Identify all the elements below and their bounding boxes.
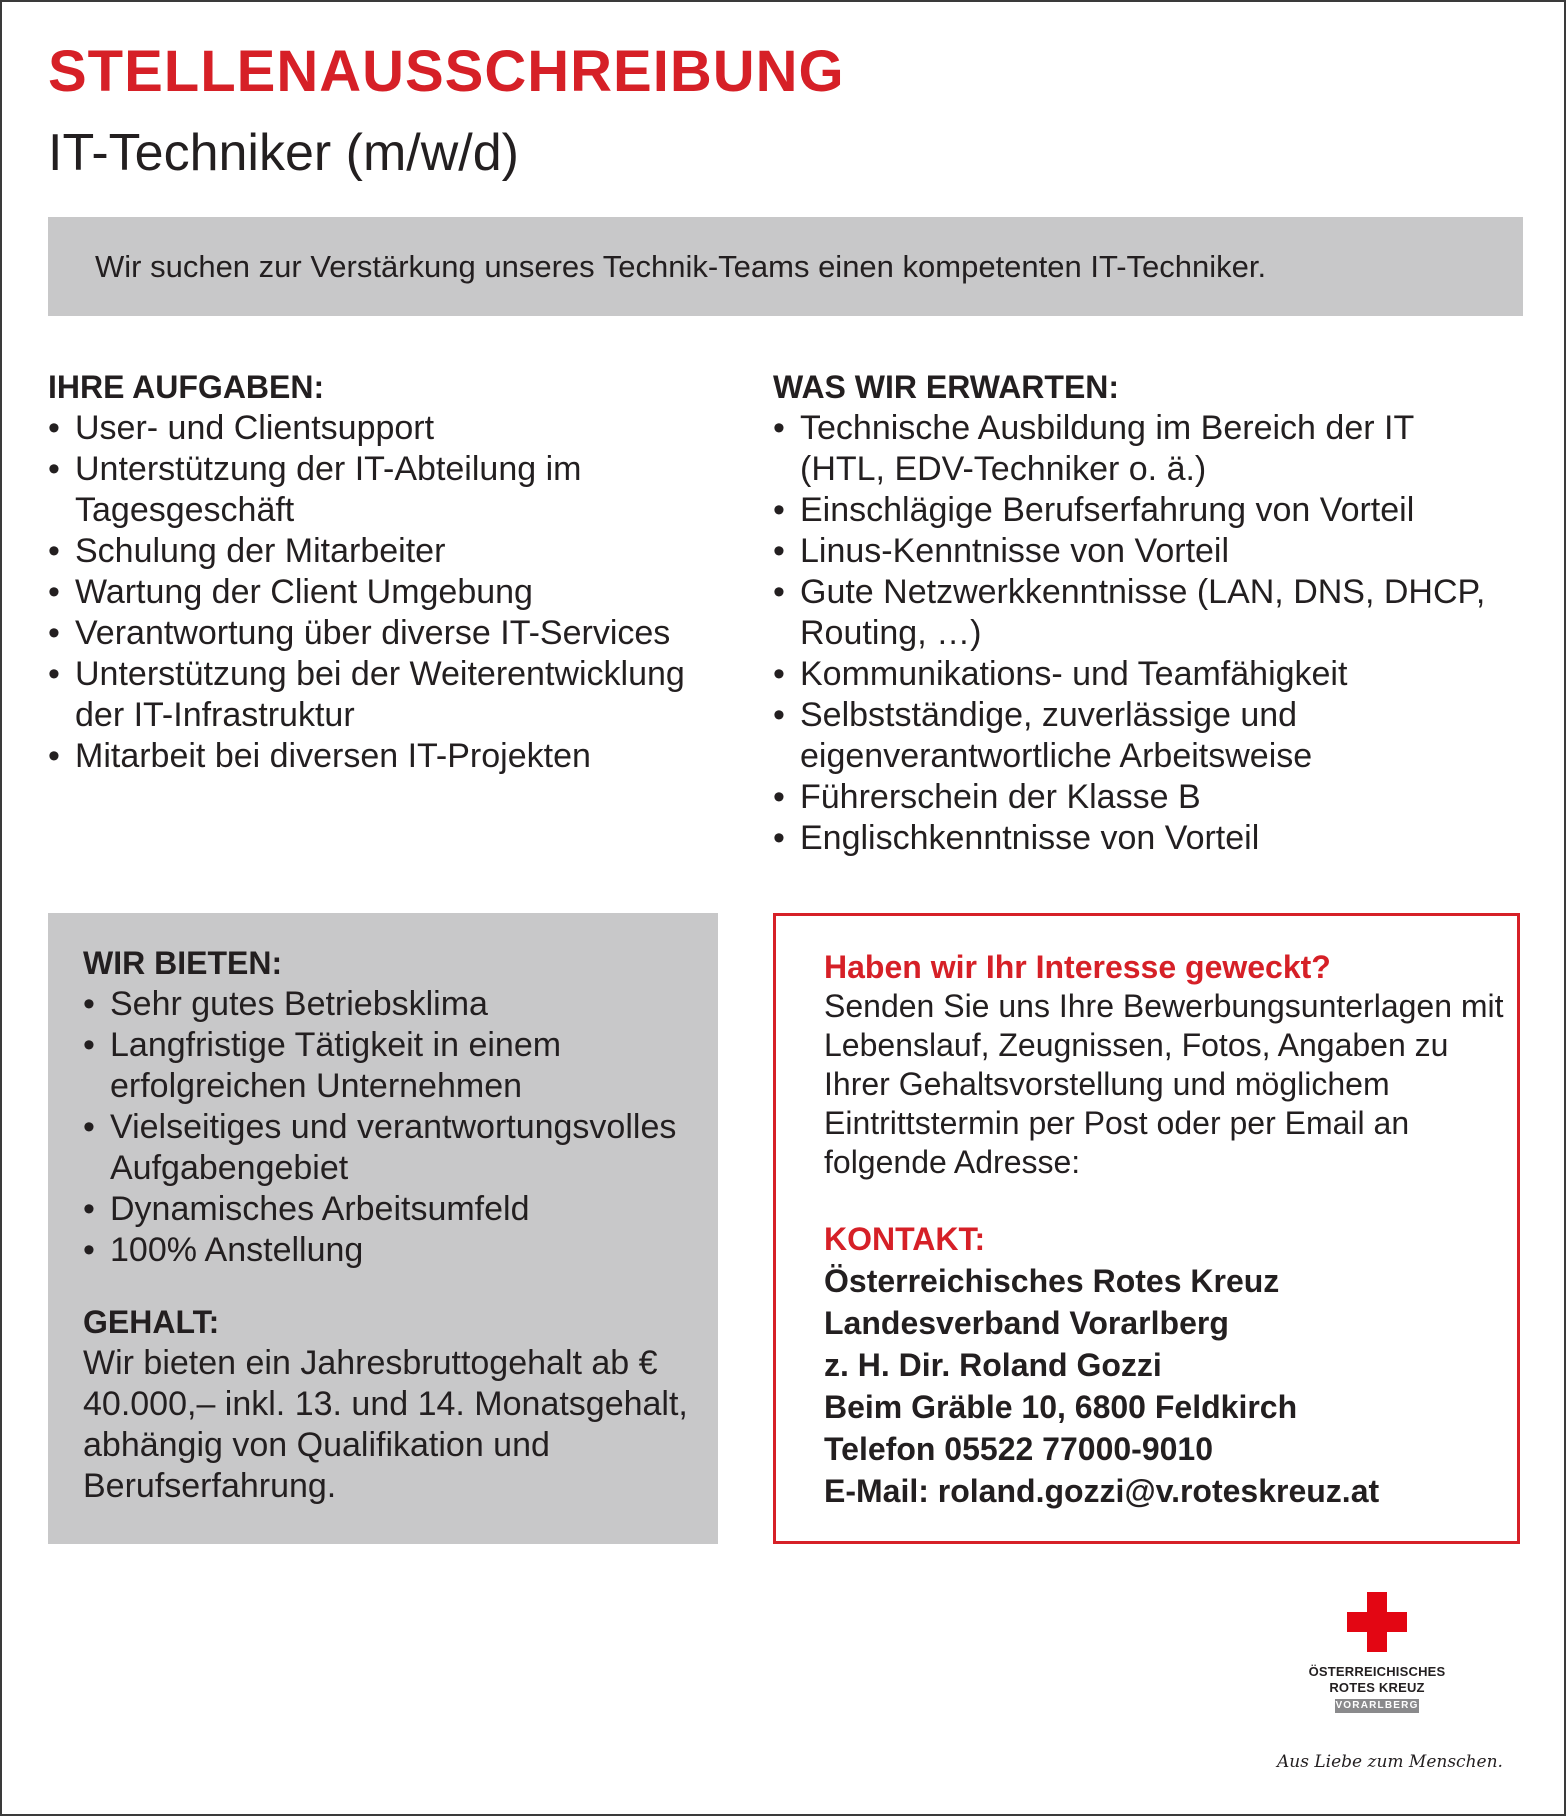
tasks-heading: IHRE AUFGABEN: bbox=[48, 369, 325, 405]
contact-text: Senden Sie uns Ihre Bewerbungsunterlagen mit Lebenslauf, Zeugnissen, Fotos, Angaben zu Ihrer Gehaltsvorstellung und möglichem Eintrittstermin per Post oder per Email an folgende Adresse: bbox=[824, 988, 1504, 1180]
contact-heading: KONTAKT: bbox=[824, 1221, 986, 1257]
contact-box bbox=[773, 913, 1520, 1544]
list-item: • Mitarbeit bei diversen IT-Projekten bbox=[48, 736, 738, 777]
page-title: STELLENAUSSCHREIBUNG bbox=[48, 39, 845, 104]
list-item: • Langfristige Tätigkeit in einem erfolgreichen Unternehmen bbox=[83, 1025, 694, 1107]
contact-question: Haben wir Ihr Interesse geweckt? bbox=[824, 949, 1331, 985]
red-cross-icon bbox=[1347, 1592, 1407, 1652]
offer-list bbox=[83, 984, 694, 1271]
red-cross-logo bbox=[1287, 1592, 1467, 1713]
contact-person: z. H. Dir. Roland Gozzi bbox=[824, 1347, 1162, 1383]
tasks-section bbox=[48, 367, 738, 777]
intro-text: Wir suchen zur Verstärkung unseres Technik-Teams einen kompetenten IT-Techniker. bbox=[95, 248, 1267, 284]
contact-phone: Telefon 05522 77000-9010 bbox=[824, 1431, 1213, 1467]
job-title: IT-Techniker (m/w/d) bbox=[48, 124, 519, 182]
offer-heading: WIR BIETEN: bbox=[83, 945, 283, 981]
list-item: • Führerschein der Klasse B bbox=[773, 777, 1503, 818]
requirements-list bbox=[773, 408, 1503, 859]
list-item: • Selbstständige, zuverlässige und eigenverantwortliche Arbeitsweise bbox=[773, 695, 1503, 777]
list-item: • Technische Ausbildung im Bereich der IT (HTL, EDV-Techniker o. ä.) bbox=[773, 408, 1503, 490]
list-item: • Verantwortung über diverse IT-Services bbox=[48, 613, 738, 654]
requirements-heading: WAS WIR ERWARTEN: bbox=[773, 369, 1120, 405]
list-item: • Vielseitiges und verantwortungsvolles Aufgabengebiet bbox=[83, 1107, 694, 1189]
logo-region: VORARLBERG bbox=[1335, 1700, 1419, 1711]
offer-box bbox=[48, 913, 718, 1544]
list-item: • Dynamisches Arbeitsumfeld bbox=[83, 1189, 694, 1230]
list-item: • Sehr gutes Betriebsklima bbox=[83, 984, 694, 1025]
list-item: • Einschlägige Berufserfahrung von Vorteil bbox=[773, 490, 1503, 531]
intro-banner bbox=[48, 217, 1523, 316]
list-item: • Englischkenntnisse von Vorteil bbox=[773, 818, 1503, 859]
list-item: • Unterstützung bei der Weiterentwicklung der IT-Infrastruktur bbox=[48, 654, 738, 736]
contact-division: Landesverband Vorarlberg bbox=[824, 1305, 1229, 1341]
tasks-list bbox=[48, 408, 738, 777]
contact-organization: Österreichisches Rotes Kreuz bbox=[824, 1263, 1280, 1299]
requirements-section bbox=[773, 367, 1503, 859]
list-item: • Wartung der Client Umgebung bbox=[48, 572, 738, 613]
slogan: Aus Liebe zum Menschen. bbox=[1277, 1752, 1503, 1772]
list-item: • Linus-Kenntnisse von Vorteil bbox=[773, 531, 1503, 572]
list-item: • Schulung der Mitarbeiter bbox=[48, 531, 738, 572]
list-item: • Gute Netzwerkkenntnisse (LAN, DNS, DHCP, Routing, …) bbox=[773, 572, 1503, 654]
list-item: • User- und Clientsupport bbox=[48, 408, 738, 449]
logo-name-line2: ROTES KREUZ bbox=[1329, 1680, 1425, 1695]
salary-text: Wir bieten ein Jahresbruttogehalt ab € 40.000,– inkl. 13. und 14. Monatsgehalt, abhängig von Qualifikation und Berufserfahrung. bbox=[83, 1344, 688, 1505]
contact-address: Beim Gräble 10, 6800 Feldkirch bbox=[824, 1389, 1298, 1425]
list-item: • 100% Anstellung bbox=[83, 1230, 694, 1271]
salary-heading: GEHALT: bbox=[83, 1304, 220, 1340]
contact-email[interactable]: E-Mail: roland.gozzi@v.roteskreuz.at bbox=[824, 1473, 1380, 1509]
list-item: • Unterstützung der IT-Abteilung im Tagesgeschäft bbox=[48, 449, 738, 531]
logo-name-line1: ÖSTERREICHISCHES bbox=[1308, 1664, 1446, 1679]
list-item: • Kommunikations- und Teamfähigkeit bbox=[773, 654, 1503, 695]
